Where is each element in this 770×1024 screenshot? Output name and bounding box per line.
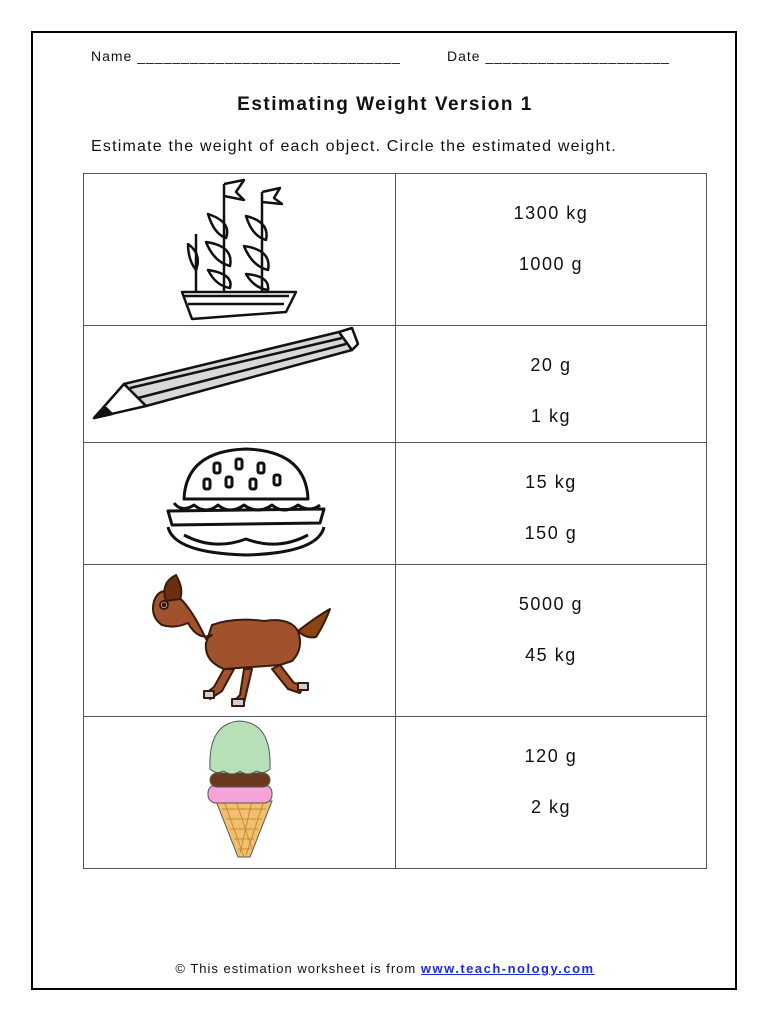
ship-picture <box>84 174 396 326</box>
pencil-picture <box>84 326 396 427</box>
weight-option[interactable]: 1300 kg <box>513 203 589 223</box>
worksheet-title: Estimating Weight Version 1 <box>237 94 533 115</box>
options-cell <box>395 565 706 717</box>
picture-cell <box>84 326 396 443</box>
table-row <box>84 326 707 443</box>
footer <box>0 961 770 976</box>
weight-option[interactable]: 15 kg <box>525 472 577 492</box>
table-row <box>84 717 707 869</box>
hamburger-picture <box>84 443 396 565</box>
weight-option[interactable]: 45 kg <box>525 645 577 665</box>
date-field-label: Date _____________________ <box>447 48 670 64</box>
estimation-table <box>83 173 707 869</box>
picture-cell <box>84 565 396 717</box>
picture-cell <box>84 443 396 565</box>
name-field-label: Name ______________________________ <box>91 48 401 64</box>
weight-option[interactable]: 2 kg <box>530 797 571 817</box>
weight-option[interactable]: 5000 g <box>518 594 583 614</box>
weight-option[interactable]: 20 g <box>530 355 572 375</box>
weight-option[interactable]: 150 g <box>524 523 578 543</box>
weight-option[interactable]: 1000 g <box>518 254 583 274</box>
options-cell <box>395 174 706 326</box>
instructions: Estimate the weight of each object. Circle the estimated weight. <box>91 138 617 155</box>
options-cell <box>395 717 706 869</box>
table-row <box>84 174 707 326</box>
table-row <box>84 443 707 565</box>
options-cell <box>395 443 706 565</box>
footer-copyright-text: © This estimation worksheet is from <box>175 961 417 976</box>
table-row <box>84 565 707 717</box>
weight-option[interactable]: 120 g <box>524 746 578 766</box>
teach-nology-link[interactable]: www.teach-nology.com <box>420 961 595 976</box>
weight-option[interactable]: 1 kg <box>530 406 571 426</box>
ice-cream-cone-picture <box>84 717 396 869</box>
picture-cell <box>84 174 396 326</box>
horse-picture <box>84 565 396 717</box>
options-cell <box>395 326 706 443</box>
picture-cell <box>84 717 396 869</box>
